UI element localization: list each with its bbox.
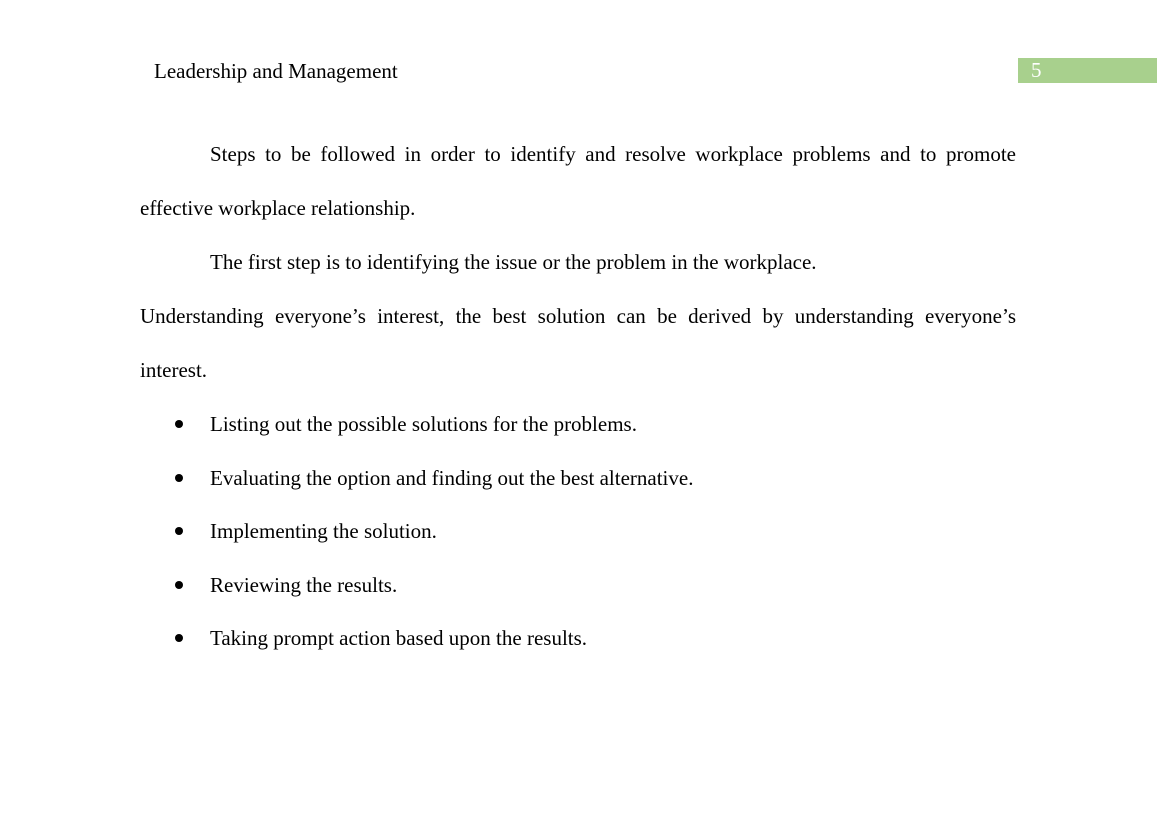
document-body: [140, 127, 1016, 665]
list-item: [140, 558, 1016, 612]
bullet-icon: [175, 527, 183, 535]
bullet-icon: [175, 420, 183, 428]
list-item-text: Evaluating the option and finding out the best alternative.: [210, 465, 694, 490]
list-item: [140, 451, 1016, 505]
page-number-badge: 5: [1018, 58, 1157, 83]
bullet-icon: [175, 581, 183, 589]
steps-list: [140, 397, 1016, 665]
list-item-text: Implementing the solution.: [210, 519, 437, 543]
list-item: [140, 504, 1016, 558]
list-item-text: Reviewing the results.: [210, 572, 398, 597]
interest-paragraph: Understanding everyone’s interest, the best solution can be derived by understanding everyone’s interest.: [140, 304, 1016, 382]
list-item-text: Listing out the possible solutions for the problems.: [210, 412, 637, 436]
list-item-text: Taking prompt action based upon the results.: [210, 626, 588, 650]
list-item: [140, 611, 1016, 665]
bullet-icon: [175, 474, 183, 482]
page-header-title: Leadership and Management: [154, 59, 398, 83]
first-step-paragraph: The first step is to identifying the issue or the problem in the workplace.: [210, 250, 817, 274]
bullet-icon: [175, 634, 183, 642]
intro-paragraph: Steps to be followed in order to identify and resolve workplace problems and to promote effective workplace relationship.: [140, 142, 1016, 220]
list-item: [140, 397, 1016, 451]
